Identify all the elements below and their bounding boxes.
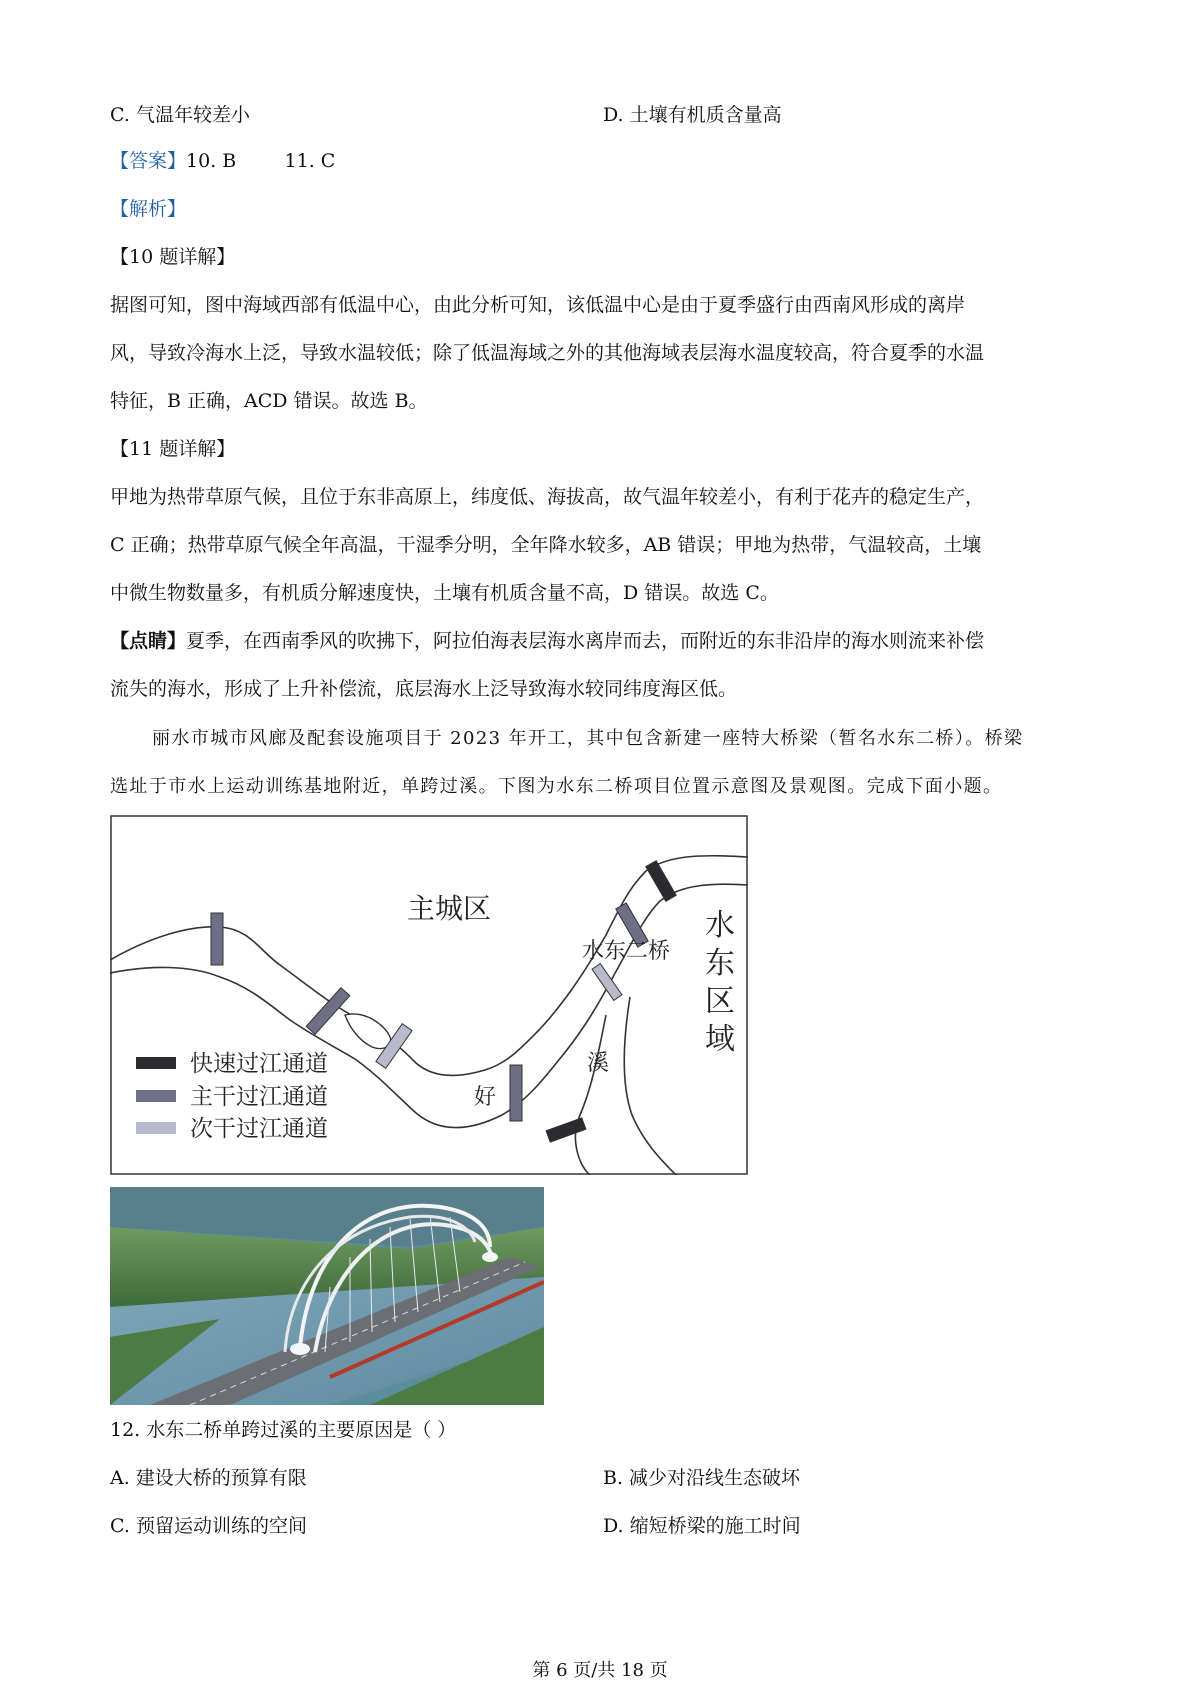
legend-swatch-main [136,1090,176,1102]
arch-foot-right [482,1252,498,1262]
q12-option-d: D. 缩短桥梁的施工时间 [603,1515,801,1537]
option-d: D. 土壤有机质含量高 [603,104,782,126]
answer-text: 10. B 11. C [186,150,336,172]
answer-line [110,147,335,175]
page-footer: 第 6 页/共 18 页 [532,1660,668,1681]
label-main-city: 主城区 [407,893,492,924]
q10-line-1: 据图可知，图中海域西部有低温中心，由此分析可知，该低温中心是由于夏季盛行由西南风形成的离岸 [110,294,966,316]
bridge-location-map [110,815,748,1175]
option-c: C. 气温年较差小 [110,104,250,126]
q11-line-1: 甲地为热带草原气候，且位于东非高原上，纬度低、海拔高，故气温年较差小，有利于花卉的稳定生产， [110,486,985,508]
q10-title: 【10 题详解】 [110,246,236,268]
label-bridge: 水东二桥 [582,938,671,963]
q12-stem: 12. 水东二桥单跨过溪的主要原因是（ ） [110,1419,457,1441]
dianjing-tag: 【点睛】 [110,630,187,652]
dianjing-text-1: 夏季，在西南季风的吹拂下，阿拉伯海表层海水离岸而去，而附近的东非沿岸的海水则流来补偿 [186,630,985,652]
legend-swatch-express [136,1057,176,1069]
q10-line-2: 风，导致冷海水上泛，导致水温较低；除了低温海域之外的其他海域表层海水温度较高，符合夏季的水温 [110,342,985,364]
label-east-4: 域 [705,1023,735,1056]
legend-swatch-secondary [136,1122,176,1134]
label-east-1: 水 [705,909,735,942]
q11-line-3: 中微生物数量多，有机质分解速度快，土壤有机质含量不高，D 错误。故选 C。 [110,582,779,604]
label-river-1: 好 [474,1084,497,1109]
bridge-main-1 [211,913,223,965]
legend-label-secondary: 次干过江通道 [190,1115,328,1141]
q12-option-b: B. 减少对沿线生态破坏 [603,1467,801,1489]
map-legend [136,1050,328,1141]
dianjing-line-1 [110,627,984,655]
q11-title: 【11 题详解】 [110,438,236,460]
q12-option-a: A. 建设大桥的预算有限 [110,1467,307,1489]
answer-tag: 【答案】 [110,150,187,172]
intro-line-1: 丽水市城市风廊及配套设施项目于 2023 年开工，其中包含新建一座特大桥梁（暂名水东二桥）。桥梁 [152,728,1024,749]
q12-option-c: C. 预留运动训练的空间 [110,1515,307,1537]
label-east-2: 东 [705,947,735,980]
q10-line-3: 特征，B 正确，ACD 错误。故选 B。 [110,390,428,412]
bridge-main-3 [510,1065,522,1121]
legend-label-main: 主干过江通道 [190,1083,328,1109]
label-east-3: 区 [705,985,735,1018]
arch-foot-left [290,1343,310,1355]
q11-line-2: C 正确；热带草原气候全年高温，干湿季分明，全年降水较多，AB 错误；甲地为热带，气温较高，土壤 [110,534,982,556]
dianjing-line-2: 流失的海水，形成了上升补偿流，底层海水上泛导致海水较同纬度海区低。 [110,678,738,700]
label-river-2: 溪 [587,1050,610,1075]
analysis-tag: 【解析】 [110,198,187,220]
intro-line-2: 选址于市水上运动训练基地附近，单跨过溪。下图为水东二桥项目位置示意图及景观图。完成下面小题。 [110,776,1003,797]
legend-label-express: 快速过江通道 [190,1050,328,1076]
bridge-landscape-photo [110,1187,544,1405]
